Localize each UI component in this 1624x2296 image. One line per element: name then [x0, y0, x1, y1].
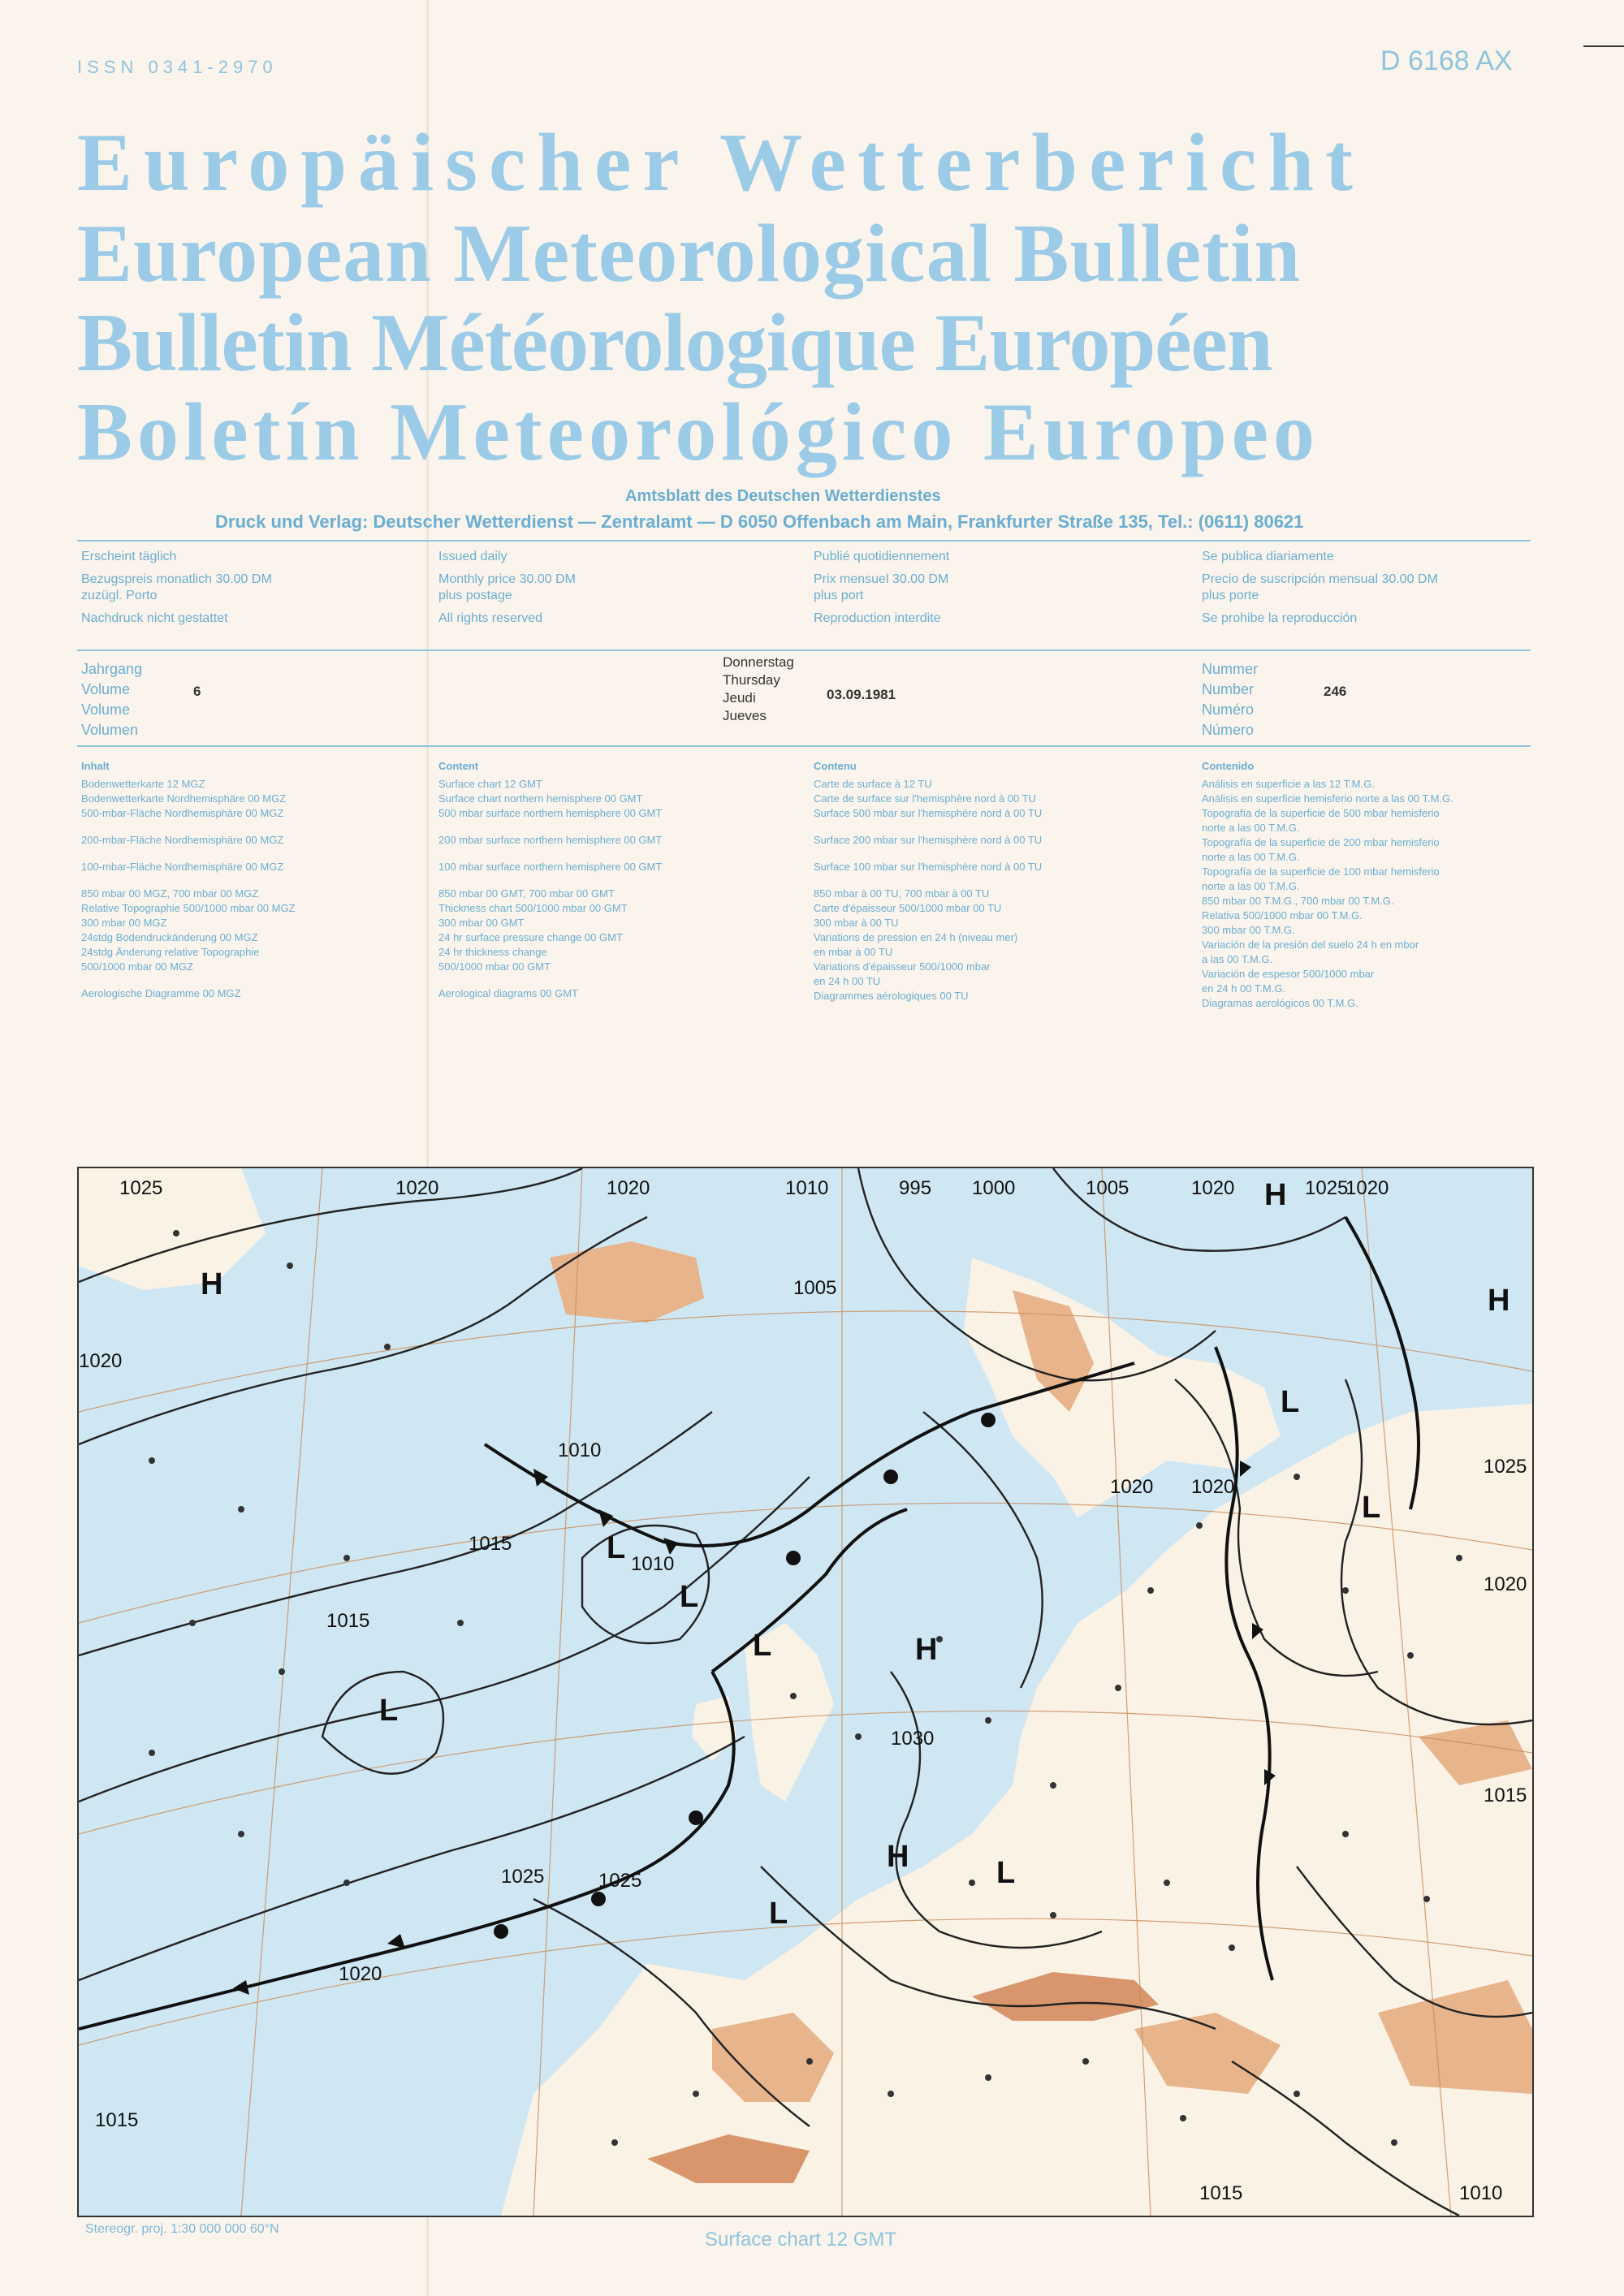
isobar-label: 1025 [501, 1866, 545, 1888]
isobar-label: 1015 [326, 1610, 370, 1632]
title-french: Bulletin Météorologique Européen [77, 297, 1272, 389]
isobar-label: 1015 [469, 1533, 512, 1555]
high-pressure-center: H [1488, 1284, 1510, 1318]
subscription-german: Erscheint täglich Bezugspreis monatlich 30.00 DM zuzügl. Porto Nachdruck nicht gestattet [81, 550, 272, 625]
low-pressure-center: L [769, 1897, 788, 1931]
isobar-label: 1020 [607, 1177, 650, 1199]
isobar-label: 1025 [1305, 1177, 1349, 1199]
isobar-label: 1005 [793, 1277, 837, 1299]
isobar-label: 1020 [1484, 1573, 1527, 1595]
subscription-french: Publié quotidiennement Prix mensuel 30.00 DM plus port Reproduction interdite [814, 550, 950, 625]
low-pressure-center: L [379, 1694, 399, 1728]
publication-code: D 6168 AX [1380, 45, 1513, 76]
isobar-label: 1025 [598, 1870, 642, 1892]
isobar-label: 1015 [1199, 2182, 1243, 2204]
title-english: European Meteorological Bulletin [77, 208, 1302, 300]
official-gazette-line: Amtsblatt des Deutschen Wetterdienstes [625, 487, 941, 505]
subscription-english: Issued daily Monthly price 30.00 DM plus postage All rights reserved [438, 550, 576, 625]
isobar-label: 1010 [785, 1177, 829, 1199]
divider-contents [77, 745, 1531, 747]
isobar-label: 1000 [972, 1177, 1016, 1199]
isobar-label: 1010 [631, 1553, 675, 1575]
divider-top [77, 540, 1531, 542]
isobar-label: 1020 [395, 1177, 439, 1199]
chart-caption: Surface chart 12 GMT [705, 2229, 897, 2251]
weekday-list: Donnerstag Thursday Jeudi Jueves [723, 654, 794, 723]
isobar-label: 1020 [339, 1963, 382, 1985]
title-spanish: Boletín Meteorológico Europeo [77, 386, 1320, 478]
contents-german: Inhalt Bodenwetterkarte 12 MGZ Bodenwetterkarte Nordhemisphäre 00 MGZ 500-mbar-Fläche Nordhemisphäre 00 MGZ 200-mbar-Fläche Nordhemisphäre 00 MGZ 100-mbar-Fläche Nordhemisphäre 00 MGZ 850 mbar 00 MGZ, 700 mbar 00 MGZ Relative Topographie 500/1000 mbar 00 MGZ 300 mbar 00 MGZ 24stdg Bodendruckänderung 00 MGZ 24stdg Änderung relative Topographie 500/1000 mbar 00 MGZ Aerologische Diagramme 00 MGZ [81, 760, 296, 999]
isobar-label: 1015 [95, 2109, 139, 2131]
isobar-label: 1020 [1345, 1177, 1389, 1199]
corner-mark [1583, 45, 1624, 47]
land-iceland [550, 1241, 704, 1323]
isobar-label: 1020 [1191, 1177, 1235, 1199]
high-pressure-center: H [1264, 1178, 1287, 1212]
issue-date: 03.09.1981 [827, 687, 896, 702]
contents-french: Contenu Carte de surface à 12 TU Carte de surface sur l'hemisphère nord à 00 TU Surface 500 mbar sur l'hemisphère nord à 00 TU Surface 200 mbar sur l'hemisphère nord à 00 TU Surface 100 mbar sur l'hemisphère nord à 00 TU 850 mbar à 00 TU, 700 mbar à 00 TU Carte d'épaisseur 500/1000 mbar 00 TU 300 mbar à 00 TU Variations de pression en 24 h (niveau mer) en mbar à 00 TU Variations d'épaisseur 500/1000 mbar en 24 h 00 TU Diagrammes aérologiques 00 TU [814, 760, 1043, 1002]
high-pressure-center: H [915, 1633, 938, 1667]
isobar-label: 1030 [891, 1728, 935, 1750]
title-german: Europäischer Wetterbericht [77, 117, 1365, 209]
isobar-label: 995 [899, 1177, 932, 1199]
subscription-spanish: Se publica diariamente Precio de suscripción mensual 30.00 DM plus porte Se prohibe la reproducción [1202, 550, 1438, 625]
isobar-label: 1020 [1191, 1476, 1235, 1498]
volume-labels: Jahrgang Volume Volume Volumen [81, 661, 143, 738]
land-ireland [692, 1696, 736, 1761]
low-pressure-center: L [753, 1629, 772, 1663]
low-pressure-center: L [607, 1531, 626, 1565]
publisher-line: Druck und Verlag: Deutscher Wetterdienst — Zentralamt — D 6050 Offenbach am Main, Frankfurter Straße 135, Tel.: (0611) 80621 [215, 511, 1304, 532]
high-pressure-center: H [887, 1840, 909, 1874]
isobar-label: 1020 [1110, 1476, 1154, 1498]
low-pressure-center: L [1281, 1385, 1300, 1419]
high-pressure-center: H [201, 1267, 223, 1301]
low-pressure-center: L [1362, 1491, 1381, 1525]
contents-english: Content Surface chart 12 GMT Surface chart northern hemisphere 00 GMT 500 mbar surface northern hemisphere 00 GMT 200 mbar surface northern hemisphere 00 GMT 100 mbar surface northern hemisphere 00 GMT 850 mbar 00 GMT, 700 mbar 00 GMT Thickness chart 500/1000 mbar 00 GMT 300 mbar 00 GMT 24 hr surface pressure change 00 GMT 24 hr thickness change 500/1000 mbar 00 GMT Aerological diagrams 00 GMT [438, 760, 663, 999]
isobar-label: 1025 [1484, 1456, 1527, 1478]
weather-map-svg [79, 1168, 1532, 2216]
isobar-label: 1020 [79, 1350, 123, 1372]
low-pressure-center: L [680, 1580, 699, 1614]
low-pressure-center: L [996, 1856, 1016, 1890]
volume-value: 6 [193, 684, 201, 699]
projection-note: Stereogr. proj. 1:30 000 000 60°N [85, 2222, 279, 2236]
issn-number: ISSN 0341-2970 [77, 57, 278, 77]
isobar-label: 1010 [1459, 2182, 1503, 2204]
isobar-label: 1010 [558, 1439, 602, 1461]
number-labels: Nummer Number Numéro Número [1202, 661, 1259, 738]
divider-subscription [77, 650, 1531, 651]
issue-number: 246 [1324, 684, 1347, 699]
contents-spanish: Contenido Análisis en superficie a las 12 T.M.G. Análisis en superficie hemisferio norte a las 00 T.M.G. Topografía de la superficie de 500 mbar hemisferio norte a las 00 T.M.G. Topografía de la superficie de 200 mbar hemisferio norte a las 00 T.M.G. Topografía de la superficie de 100 mbar hemisferio norte a las 00 T.M.G. 850 mbar 00 T.M.G., 700 mbar 00 T.M.G. Relativa 500/1000 mbar 00 T.M.G. 300 mbar 00 T.M.G. Variación de la presión del suelo 24 h en mbor a las 00 T.M.G. Variación de espesor 500/1000 mbar en 24 h 00 T.M.G. Diagramas aerológicos 00 T.M.G. [1202, 760, 1453, 1009]
surface-weather-map [77, 1167, 1534, 2217]
isobar-label: 1005 [1086, 1177, 1129, 1199]
isobar-label: 1025 [119, 1177, 163, 1199]
isobar-label: 1015 [1484, 1785, 1527, 1806]
